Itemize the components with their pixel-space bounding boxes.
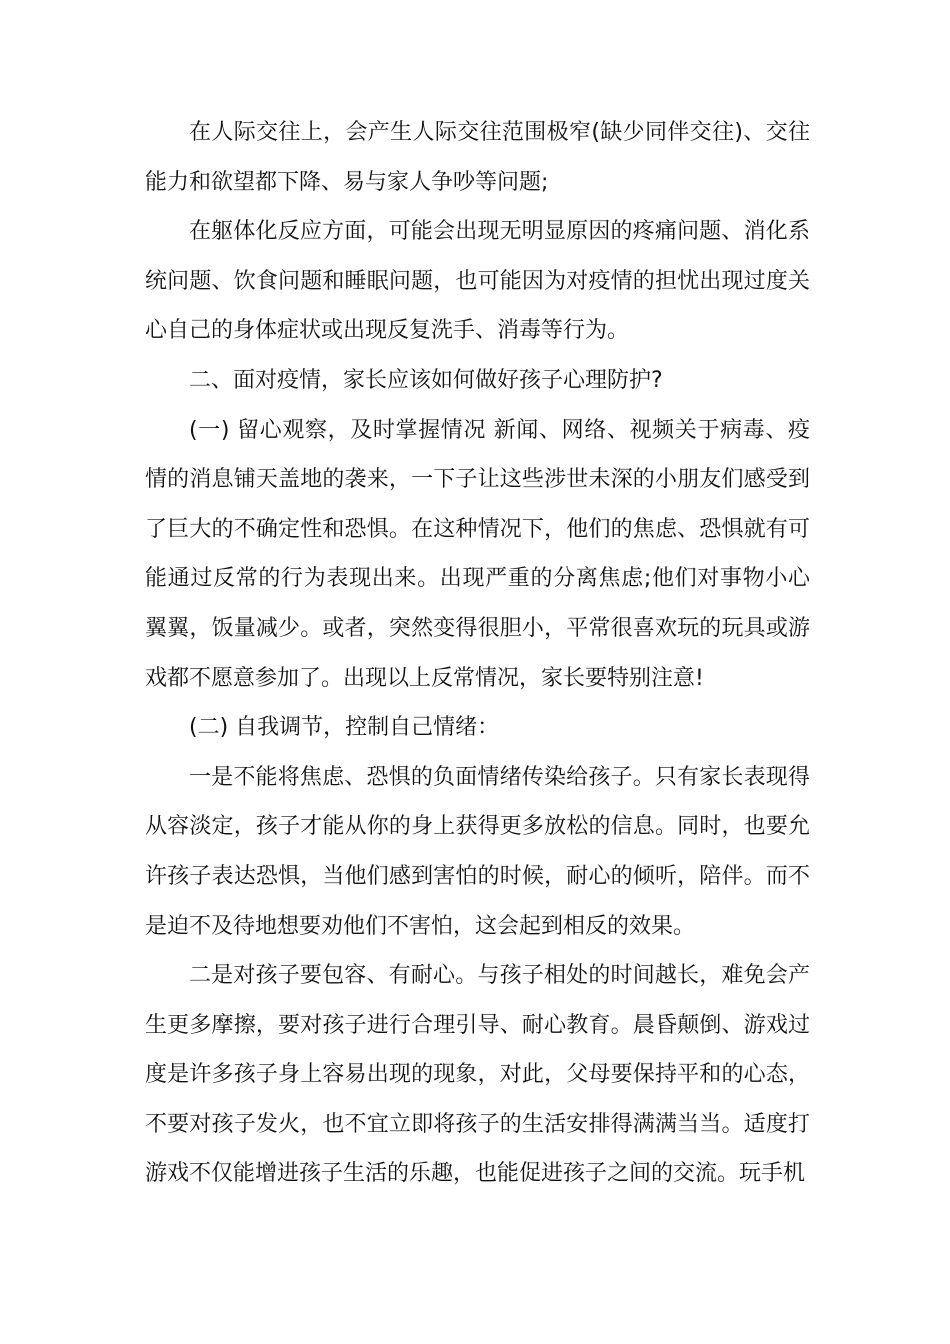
paragraph-interpersonal: 在人际交往上，会产生人际交往范围极窄(缺少同伴交往)、交往能力和欲望都下降、易与家人争吵等问题; — [145, 120, 810, 195]
subheading-self-regulation: (二) 自我调节，控制自己情绪： — [189, 715, 500, 741]
paragraph-observe: (一) 留心观察，及时掌握情况 新闻、网络、视频关于病毒、疫情的消息铺天盖地的袭来，一下子让这些涉世未深的小朋友们感受到了巨大的不确定性和恐惧。在这种情况下，他们的焦虑、恐惧就有可能通过反常的行为表现出来。出现严重的分离焦虑;他们对事物小心翼翼，饭量减少。或者，突然变得很胆小，平常很喜欢玩的玩具或游戏都不愿意参加了。出现以上反常情况，家长要特别注意! — [145, 417, 810, 691]
paragraph-somatization: 在躯体化反应方面，可能会出现无明显原因的疼痛问题、消化系统问题、饮食问题和睡眠问题，也可能因为对疫情的担忧出现过度关心自己的身体症状或出现反复洗手、消毒等行为。 — [145, 219, 810, 344]
section-heading-2: 二、面对疫情，家长应该如何做好孩子心理防护? — [189, 367, 663, 393]
paragraph-point-one: 一是不能将焦虑、恐惧的负面情绪传染给孩子。只有家长表现得从容淡定，孩子才能从你的身上获得更多放松的信息。同时，也要允许孩子表达恐惧，当他们感到害怕的时候，耐心的倾听，陪伴。而不是迫不及待地想要劝他们不害怕，这会起到相反的效果。 — [145, 764, 810, 939]
document-body — [145, 108, 810, 1199]
paragraph-point-two: 二是对孩子要包容、有耐心。与孩子相处的时间越长，难免会产生更多摩擦，要对孩子进行合理引导、耐心教育。晨昏颠倒、游戏过度是许多孩子身上容易出现的现象，对此，父母要保持平和的心态，不要对孩子发火，也不宜立即将孩子的生活安排得满满当当。适度打游戏不仅能增进孩子生活的乐趣，也能促进孩子之间的交流。玩手机 — [145, 963, 810, 1187]
